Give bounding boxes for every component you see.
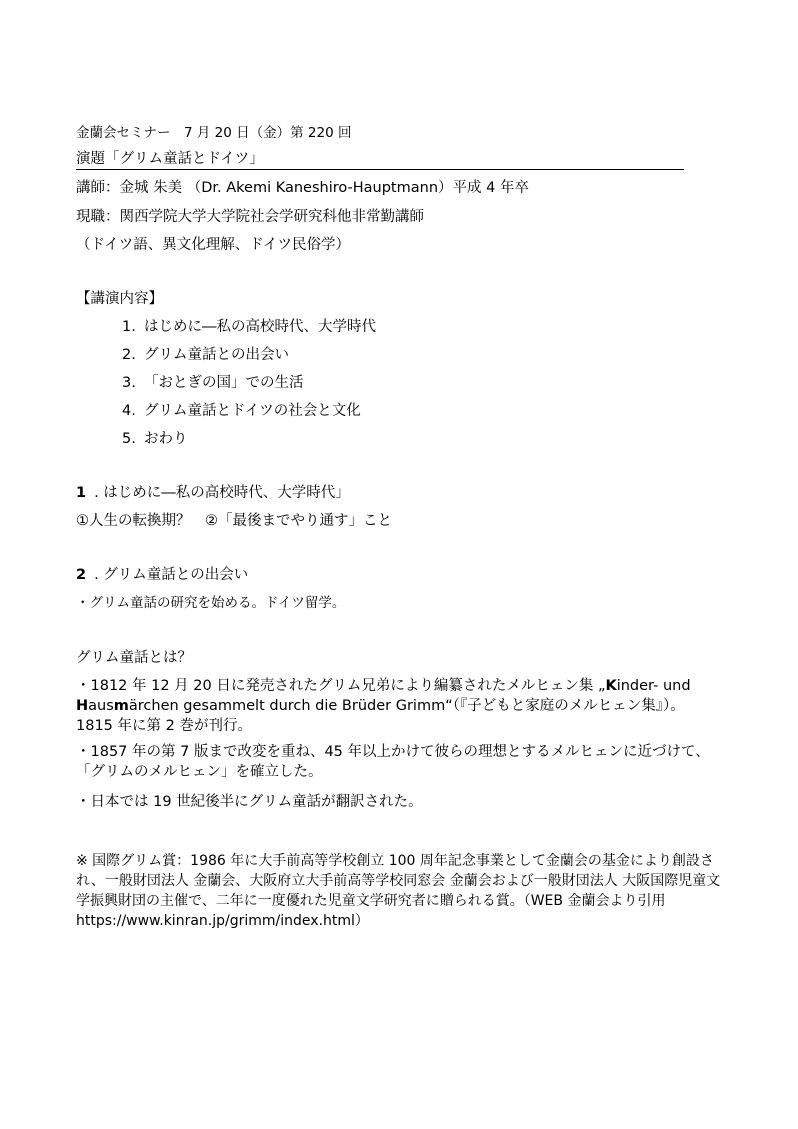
section1-line: ①人生の転換期？ ②「最後までやり通す」こと — [76, 513, 392, 529]
contents-item — [122, 318, 376, 336]
contents-item-text: グリム童話とドイツの社会と文化 — [144, 403, 361, 419]
section1-heading — [76, 484, 350, 502]
section2-heading — [76, 566, 248, 584]
lecturer-line: 講師：金城 朱美 （Dr. Akemi Kaneshiro-Hauptmann）平成 4 年卒 — [76, 180, 529, 196]
grimm-p1-part-c: aus — [88, 698, 114, 714]
grimm-heading: グリム童話とは？ — [76, 650, 192, 666]
section1-title: . はじめに―私の高校時代、大学時代」 — [94, 485, 350, 501]
contents-item-number: 4. — [122, 403, 136, 419]
position-line: 現職：関西学院大学大学院社会学研究科他非常勤講師 — [76, 209, 424, 225]
grimm-p1-part-d: ärchen gesammelt durch die Brüder Grimm“（『子どもと家庭のメルヒェン集』）。1815 年に第 2 巻が刊行。 — [76, 698, 685, 734]
contents-item-text: グリム童話との出会い — [144, 347, 289, 363]
section2-title: . グリム童話との出会い — [94, 567, 249, 583]
contents-item-text: おわり — [144, 431, 188, 447]
contents-item — [122, 374, 304, 392]
grimm-paragraph-2: ・1857 年の第 7 版まで改変を重ね、45 年以上かけて彼らの理想とするメルヒェンに近づけて、「グリムのメルヒェン」を確立した。 — [76, 744, 710, 780]
contents-item — [122, 402, 361, 420]
seminar-header: 金蘭会セミナー 7 月 20 日（金）第 220 回 — [76, 125, 352, 141]
grimm-p1-bold-h: H — [76, 698, 89, 714]
contents-item-text: はじめに―私の高校時代、大学時代 — [144, 319, 376, 335]
contents-item — [122, 430, 188, 448]
contents-item-number: 3. — [122, 375, 136, 391]
grimm-p1-bold-k: K — [605, 678, 617, 694]
contents-item — [122, 346, 289, 364]
contents-item-number: 5. — [122, 431, 136, 447]
section2-number: 2 — [76, 567, 87, 583]
grimm-p1-part-a: ・1812 年 12 月 20 日に発売されたグリム兄弟により編纂されたメルヒェン集 „ — [76, 678, 606, 694]
lecture-title: 演題「グリム童話とドイツ」 — [76, 150, 684, 170]
grimm-prize-note: ※ 国際グリム賞：1986 年に大手前高等学校創立 100 周年記念事業として金蘭会の基金により創設され、一般財団法人 金蘭会、大阪府立大手前高等学校同窓会 金蘭会および一般財団法人 大阪国際児童文学振興財団の主催で、二年に一度優れた児童文学研究者に贈られる賞。（WEB 金蘭会より引用 https://www.kinran.jp/grimm/index.html） — [76, 853, 721, 929]
contents-heading: 【講演内容】 — [76, 291, 163, 307]
grimm-paragraph-1 — [76, 676, 716, 736]
grimm-p1-part-b: inder- und — [616, 678, 691, 694]
contents-item-number: 2. — [122, 347, 136, 363]
grimm-p1-bold-m: m — [113, 698, 129, 714]
contents-item-text: 「おとぎの国」での生活 — [144, 375, 304, 391]
contents-item-number: 1. — [122, 319, 136, 335]
grimm-paragraph-3: ・日本では 19 世紀後半にグリム童話が翻訳された。 — [76, 794, 423, 810]
section2-line: ・グリム童話の研究を始める。ドイツ留学。 — [76, 595, 346, 611]
section1-number: 1 — [76, 485, 87, 501]
fields-line: （ドイツ語、異文化理解、ドイツ民俗学） — [76, 237, 351, 253]
